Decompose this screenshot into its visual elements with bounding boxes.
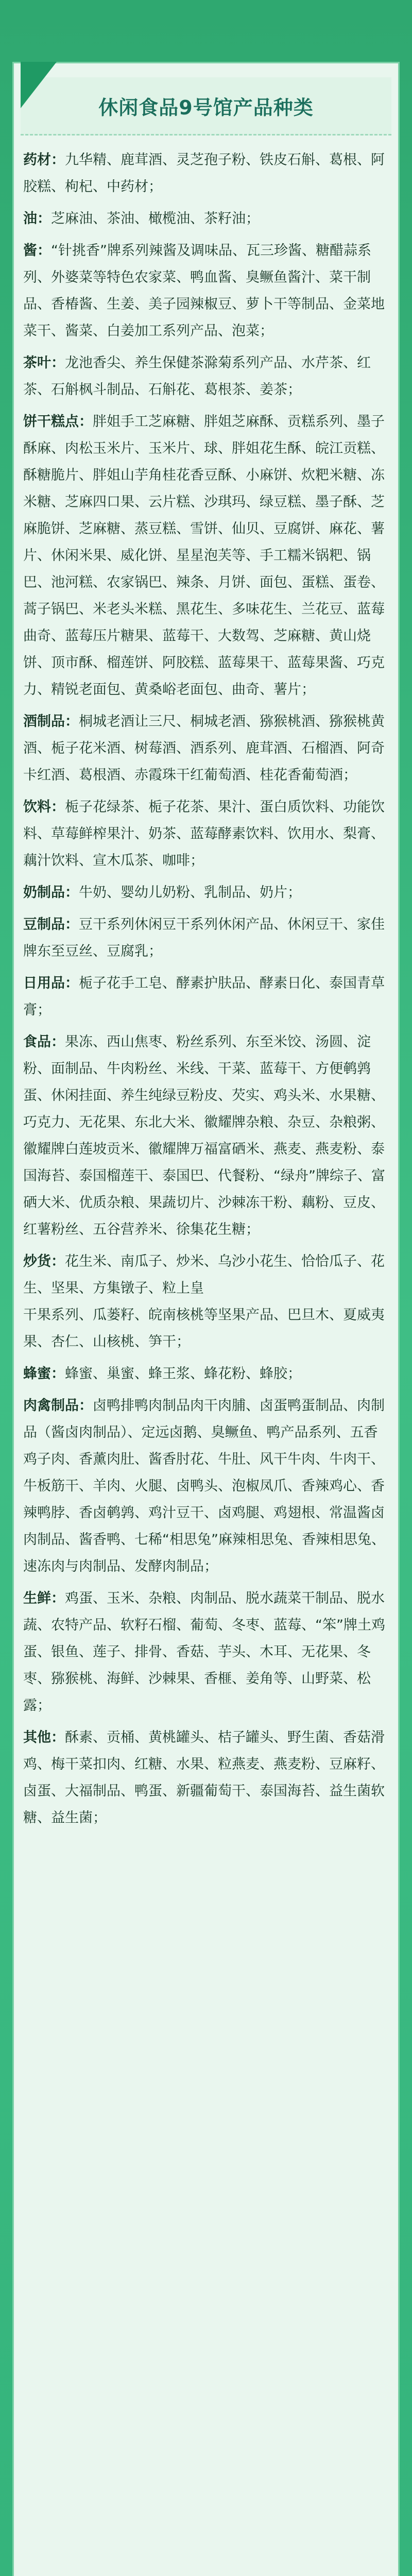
category-text: 酥素、贡桶、黄桃罐头、桔子罐头、野生菌、香菇滑鸡、梅干菜扣肉、红糖、水果、粒燕麦、燕麦粉、豆麻籽、卤蛋、大福制品、鸭蛋、新疆葡萄干、泰国海苔、益生菌软糖、益生菌； [23,1730,385,1826]
title-banner [21,77,391,135]
category-label: 饼干糕点： [23,414,93,430]
page-title: 休闲食品9号馆产品种类 [98,96,314,119]
category-text: 栀子花手工皂、酵素护肤品、酵素日化、泰国青草膏； [23,975,385,1018]
category-label: 豆制品： [23,917,79,933]
category-text: 芝麻油、茶油、橄榄油、茶籽油； [51,211,260,227]
category-item [23,206,388,232]
category-text: 蜂蜜、巢蜜、蜂王浆、蜂花粉、蜂胶； [65,1366,301,1382]
category-item [23,409,388,703]
category-text: 花生米、南瓜子、炒米、乌沙小花生、恰恰瓜子、花生、坚果、方集镦子、粒上皇 干果系列、瓜蒌籽、皖南核桃等坚果产品、巴旦木、夏威夷果、杏仁、山核桃、笋干； [23,1253,385,1350]
category-text: 鸡蛋、玉米、杂粮、肉制品、脱水蔬菜干制品、脱水蔬、农特产品、软籽石榴、葡萄、冬枣、蓝莓、“笨”牌土鸡蛋、银鱼、莲子、排骨、香菇、芋头、木耳、无花果、冬枣、猕猴桃、海鲜、沙棘果、香榧、姜角等、山野菜、松露； [23,1590,385,1714]
category-item [23,1029,388,1243]
category-text: 果冻、西山焦枣、粉丝系列、东至米饺、汤圆、淀粉、面制品、牛肉粉丝、米线、干菜、蓝莓干、方便鹌鹑蛋、休闲挂面、养生纯绿豆粉皮、芡实、鸡头米、水果糖、巧克力、无花果、东北大米、徽耀牌杂粮、杂豆、杂粮粥、徽耀牌白莲坡贡米、徽耀牌万福富硒米、燕麦、燕麦粉、泰国海苔、泰国榴莲干、泰国巴、代餐粉、“绿舟”牌综子、富硒大米、优质杂粮、果蔬切片、沙棘冻干粉、藕粉、豆皮、红薯粉丝、五谷营养米、徐集花生糖； [23,1034,385,1238]
category-label: 炒货： [23,1253,65,1269]
category-text: 九华精、鹿茸酒、灵芝孢子粉、铁皮石斛、葛根、阿胶糕、枸杞、中药材； [23,152,385,195]
category-item [23,147,388,200]
category-label: 日用品： [23,975,79,991]
category-text: 卤鸭排鸭肉制品肉干肉脯、卤蛋鸭蛋制品、肉制品（酱卤肉制品）、定远卤鹅、臭鳜鱼、鸭产品系列、五香鸡子肉、香薰肉肚、酱香肘花、牛肚、风干牛肉、牛肉干、牛板筋干、羊肉、火腿、卤鸭头、泡椒凤爪、香辣鸡心、香辣鸭脖、香卤鹌鹑、鸡汁豆干、卤鸡腿、鸡翅根、常温酱卤肉制品、酱香鸭、七稀“相思兔”麻辣相思兔、香辣相思兔、速冻肉与肉制品、发酵肉制品； [23,1398,385,1574]
category-label: 奶制品： [23,885,79,901]
category-label: 油： [23,211,51,227]
category-item [23,1585,388,1719]
category-text: 龙池香尖、养生保健茶滁菊系列产品、水芹茶、红茶、石斛枫斗制品、石斛花、葛根茶、姜茶； [23,355,371,398]
category-label: 其他： [23,1730,65,1745]
category-label: 肉禽制品： [23,1398,93,1414]
category-text: “针挑香”牌系列辣酱及调味品、瓦三珍酱、糖醋蒜系列、外婆菜等特色农家菜、鸭血酱、臭鳜鱼酱汁、菜干制品、香椿酱、生姜、美子园辣椒豆、萝卜干等制品、金菜地菜干、酱菜、白姜加工系列产品、泡菜； [23,243,385,339]
category-list [23,147,388,1837]
category-label: 茶叶： [23,355,65,371]
category-item [23,708,388,789]
category-item [23,1393,388,1580]
category-text: 桐城老酒让三尺、桐城老酒、猕猴桃酒、猕猴桃黄酒、栀子花米酒、树莓酒、酒系列、鹿茸酒、石榴酒、阿奇卡红酒、葛根酒、赤霞珠干红葡萄酒、桂花香葡萄酒； [23,714,385,783]
category-label: 食品： [23,1034,65,1050]
category-item [23,1248,388,1355]
category-text: 牛奶、婴幼儿奶粉、乳制品、奶片； [79,885,301,901]
category-label: 饮料： [23,799,65,815]
category-label: 生鲜： [23,1590,65,1606]
category-item [23,794,388,874]
category-item [23,970,388,1024]
category-text: 胖姐手工芝麻糖、胖姐芝麻酥、贡糕系列、墨子酥麻、肉松玉米片、玉米片、球、胖姐花生酥、皖江贡糕、酥糖脆片、胖姐山芋角桂花香豆酥、小麻饼、炊粑米糖、冻米糖、芝麻四口果、云片糕、沙琪玛、绿豆糕、墨子酥、芝麻脆饼、芝麻糖、蒸豆糕、雪饼、仙贝、豆腐饼、麻花、薯片、休闲米果、威化饼、星星泡芙等、手工糯米锅粑、锅巴、池河糕、农家锅巴、辣条、月饼、面包、蛋糕、蛋卷、蒿子锅巴、米老头米糕、黑花生、多味花生、兰花豆、蓝莓曲奇、蓝莓压片糖果、蓝莓干、大数驾、芝麻糖、黄山烧饼、顶市酥、榴莲饼、阿胶糕、蓝莓果干、蓝莓果酱、巧克力、精锐老面包、黄桑峪老面包、曲奇、薯片； [23,414,385,698]
category-text: 栀子花绿茶、栀子花茶、果汁、蛋白质饮料、功能饮料、草莓鲜榨果汁、奶茶、蓝莓酵素饮料、饮用水、梨膏、藕汁饮料、宣木瓜茶、咖啡； [23,799,385,869]
category-item [23,238,388,345]
category-label: 蜂蜜： [23,1366,65,1382]
category-text: 豆干系列休闲豆干系列休闲产品、休闲豆干、家佳牌东至豆丝、豆腐乳； [23,917,385,959]
category-label: 酒制品： [23,714,79,730]
category-item [23,350,388,403]
category-label: 酱： [23,243,51,259]
category-item [23,1724,388,1832]
category-item [23,879,388,906]
category-item [23,911,388,965]
category-item [23,1361,388,1387]
category-label: 药材： [23,152,65,168]
